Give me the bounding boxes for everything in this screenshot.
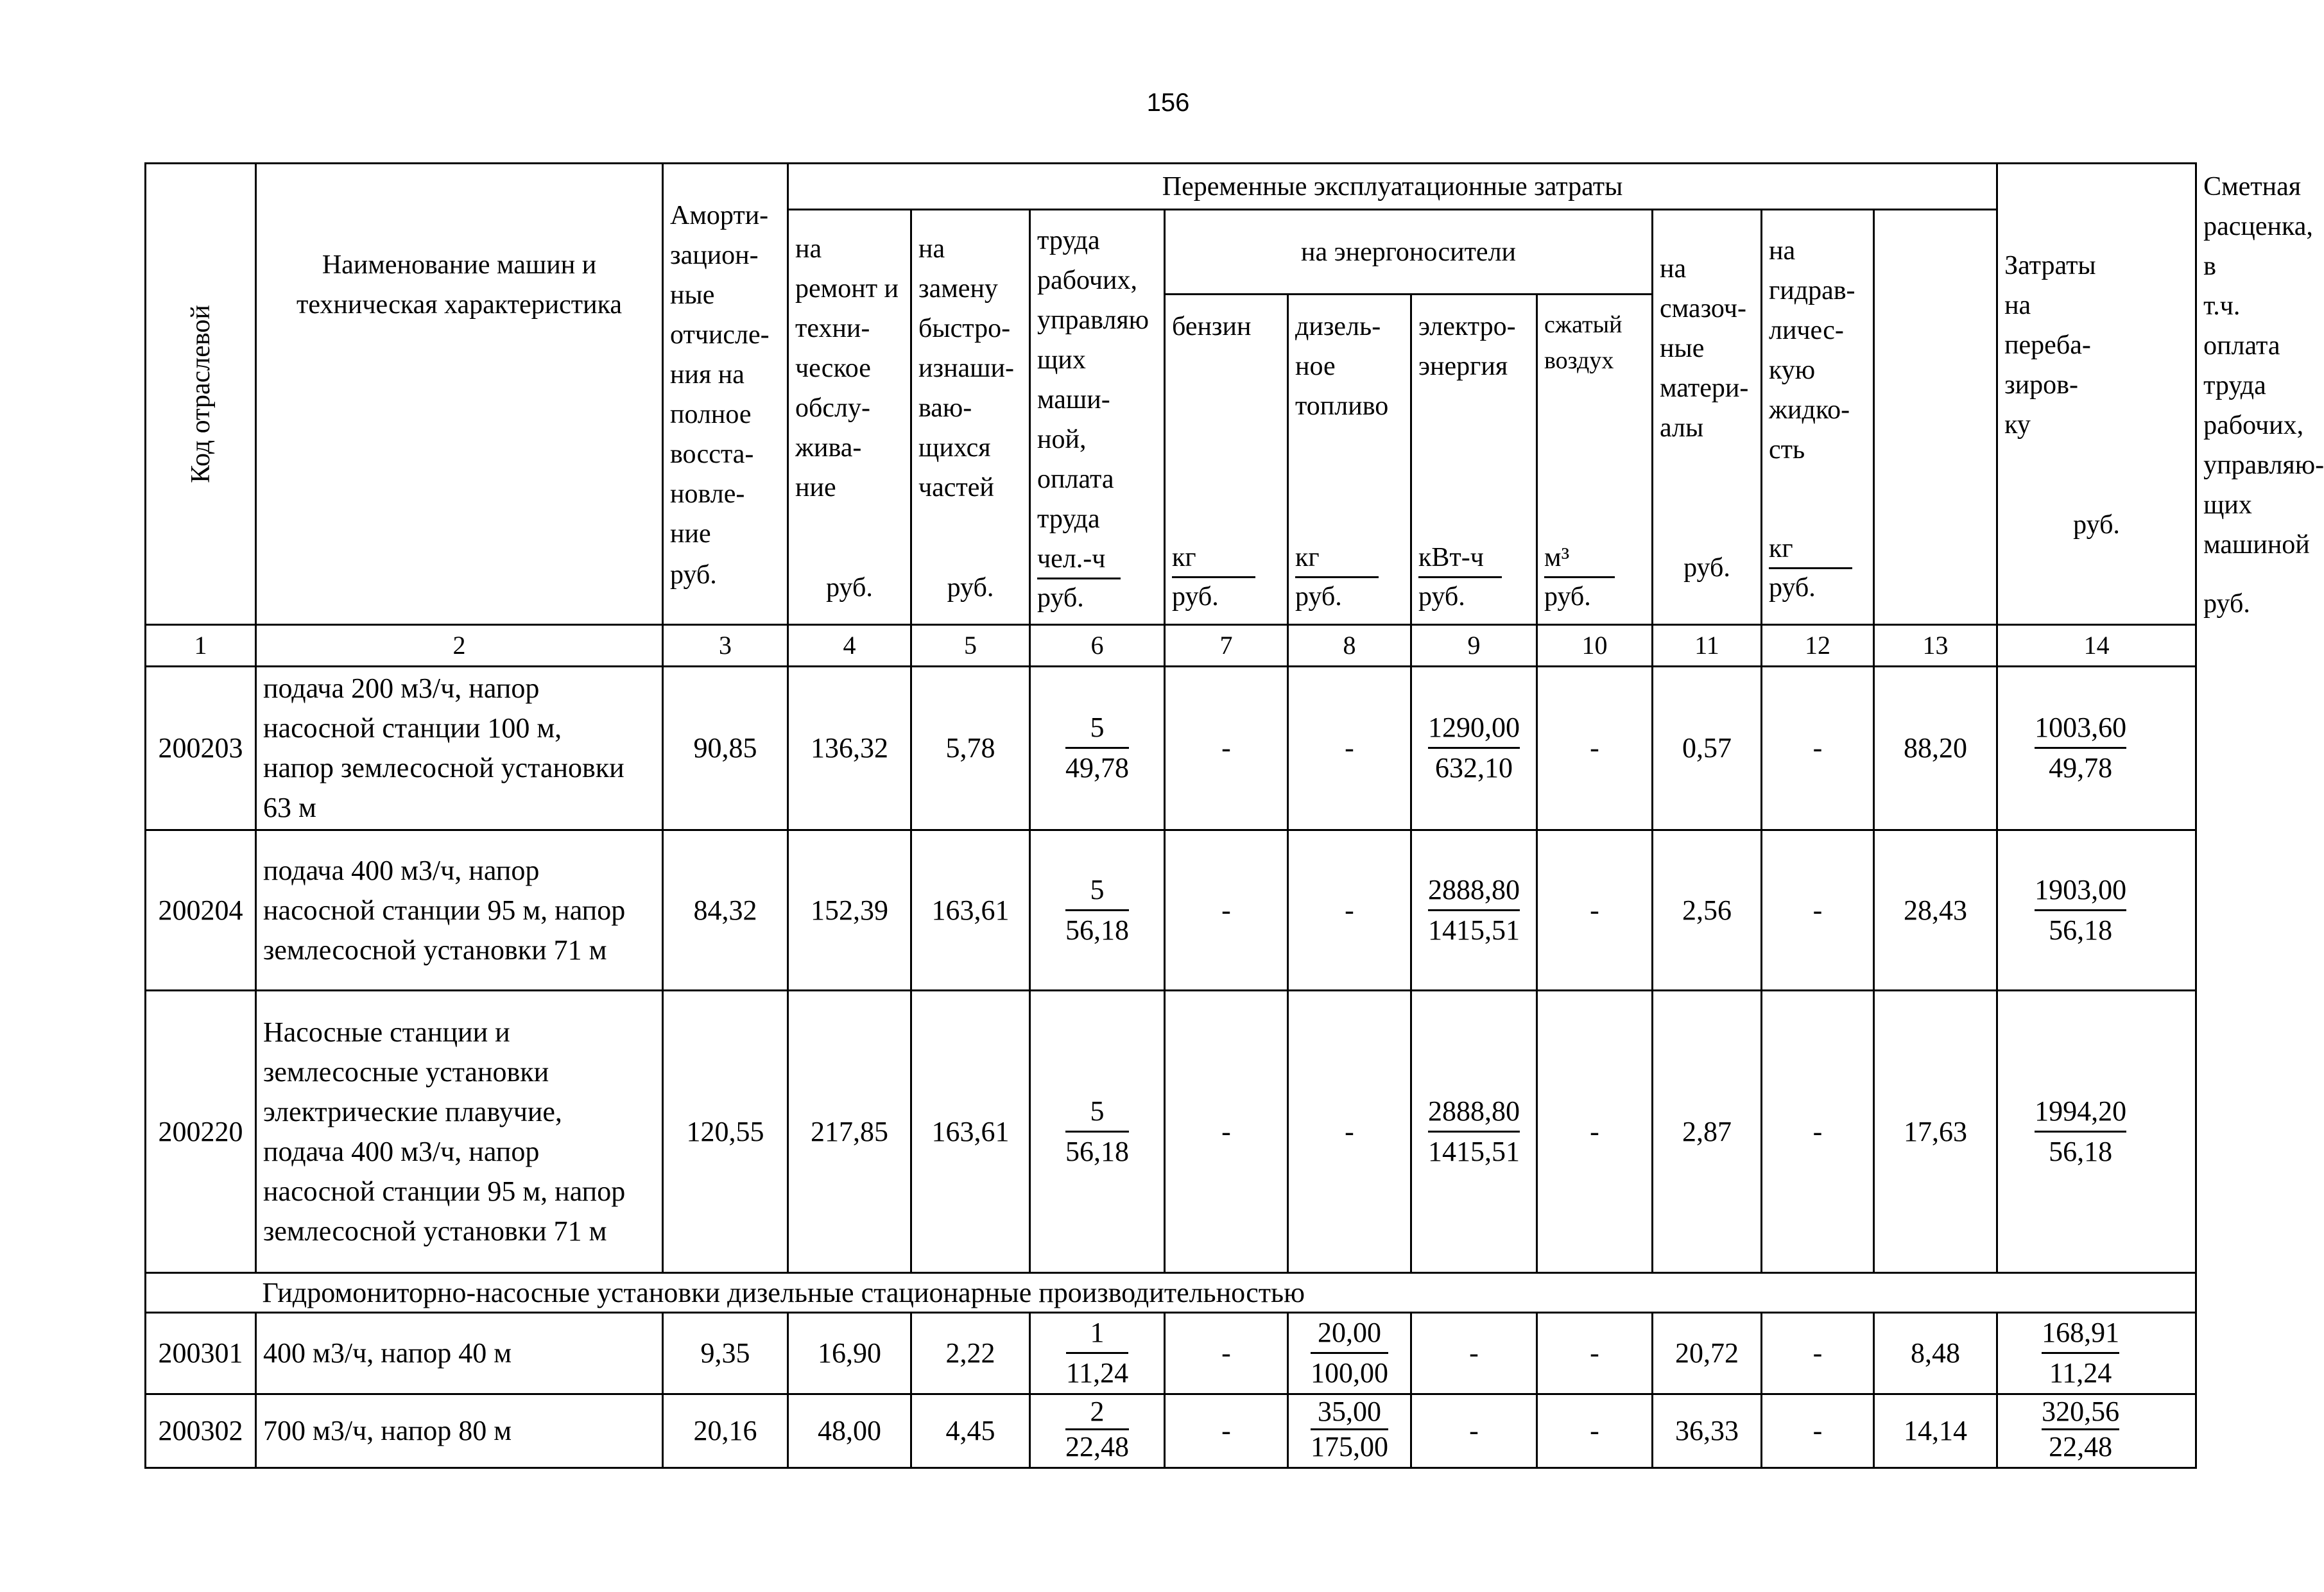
cell-hydraulic: - — [1762, 667, 1874, 830]
column-number: 14 — [1997, 625, 2196, 667]
cell-hydraulic: - — [1762, 1313, 1874, 1394]
cell-diesel: - — [1288, 667, 1411, 830]
cell-repair: 136,32 — [788, 667, 911, 830]
header-petrol: бензин кг руб. — [1165, 295, 1288, 625]
column-number: 11 — [1653, 625, 1762, 667]
cell-lubricants: 2,87 — [1653, 991, 1762, 1273]
column-number: 1 — [146, 625, 256, 667]
cell-code: 200302 — [146, 1394, 256, 1468]
cell-labor: $\frac{5}{56,18}$ — [1030, 830, 1165, 991]
cell-rate: $\frac{168,91}{11,24}$ — [1997, 1313, 2196, 1394]
cell-code: 200203 — [146, 667, 256, 830]
cell-hydraulic: - — [1762, 830, 1874, 991]
cell-rate: $\frac{1994,20}{56,18}$ — [1997, 991, 2196, 1273]
cell-replace: 163,61 — [911, 991, 1030, 1273]
table-row — [146, 830, 2196, 991]
column-number: 12 — [1762, 625, 1874, 667]
cell-labor: $\frac{5}{49,78}$ — [1030, 667, 1165, 830]
cell-name: подача 400 м3/ч, напор насосной станции 95 м, напор землесосной установки 71 м — [256, 830, 663, 991]
header-hydraulic: на гидрав- личес- кую жидко- сть кг руб. — [1762, 210, 1874, 625]
cell-repair: 48,00 — [788, 1394, 911, 1468]
group-heading-row — [146, 1273, 2196, 1313]
header-repair: на ремонт и техни- ческое обслу- жива- ние руб. — [788, 210, 911, 625]
cell-air: - — [1537, 830, 1653, 991]
cell-labor: $\frac{1}{11,24}$ — [1030, 1313, 1165, 1394]
cell-lubricants: 0,57 — [1653, 667, 1762, 830]
cell-electric: $\frac{2888,80}{1415,51}$ — [1411, 830, 1537, 991]
machine-cost-table — [144, 162, 2324, 1469]
cell-relocation: 8,48 — [1874, 1313, 1997, 1394]
cell-petrol: - — [1165, 1394, 1288, 1468]
cell-replace: 5,78 — [911, 667, 1030, 830]
table-row — [146, 1394, 2196, 1468]
cell-rate: $\frac{1003,60}{49,78}$ — [1997, 667, 2196, 830]
cell-electric: $\frac{1290,00}{632,10}$ — [1411, 667, 1537, 830]
cell-electric: $\frac{2888,80}{1415,51}$ — [1411, 991, 1537, 1273]
column-number: 8 — [1288, 625, 1411, 667]
table-row — [146, 1313, 2196, 1394]
table-header: Код отраслевой Наименование машин и техническая характеристика Аморти- зацион- ные отчисле- ния на полное восста- новле- ние руб. Переменные эксплуатационные затраты Затраты на переба- зиров- ку руб. Сметная расценка, в т.ч. оплата труда рабочих, управляю- щих машиной руб. на ремонт и техни- ческое обслу- жива- ние руб. на замену быстро- изнаши- ваю- щихся частей руб. труда рабочих, управляю щих маши- ной, оплата труда чел.-ч руб. на энергоносители на смазоч- ные матери- алы руб. на гидрав- личес- кую жидко- сть кг руб. бензин кг руб. дизель- ное топливо кг руб. электро- энергия кВт-ч руб. сжатый воздух м³ руб. 1 2 3 4 5 6 7 8 9 10 11 12 13 14 — [146, 164, 2196, 667]
cell-repair: 16,90 — [788, 1313, 911, 1394]
cell-relocation: 88,20 — [1874, 667, 1997, 830]
table-body — [146, 667, 2196, 1468]
cell-air: - — [1537, 991, 1653, 1273]
header-name: Наименование машин и техническая характеристика — [256, 164, 663, 625]
cell-name: Насосные станции и землесосные установки электрические плавучие, подача 400 м3/ч, напор насосной станции 95 м, напор землесосной установки 71 м — [256, 991, 663, 1273]
table-row — [146, 991, 2196, 1273]
cell-lubricants: 2,56 — [1653, 830, 1762, 991]
cell-diesel: - — [1288, 830, 1411, 991]
cell-petrol: - — [1165, 667, 1288, 830]
cell-hydraulic: - — [1762, 1394, 1874, 1468]
cell-relocation: 14,14 — [1874, 1394, 1997, 1468]
cell-name: 700 м3/ч, напор 80 м — [256, 1394, 663, 1468]
page-number: 156 — [1146, 89, 1190, 117]
cell-replace: 4,45 — [911, 1394, 1030, 1468]
header-energy: на энергоносители — [1165, 210, 1653, 295]
table-row — [146, 667, 2196, 830]
header-relocation: Затраты на переба- зиров- ку руб. — [1997, 164, 2196, 625]
cell-name: 400 м3/ч, напор 40 м — [256, 1313, 663, 1394]
cell-repair: 152,39 — [788, 830, 911, 991]
header-code-label: Код отраслевой — [185, 305, 216, 483]
cell-petrol: - — [1165, 991, 1288, 1273]
cell-rate: $\frac{320,56}{22,48}$ — [1997, 1394, 2196, 1468]
header-lubricants: на смазоч- ные матери- алы руб. — [1653, 210, 1762, 625]
cell-repair: 217,85 — [788, 991, 911, 1273]
header-labor: труда рабочих, управляю щих маши- ной, оплата труда чел.-ч руб. — [1030, 210, 1165, 625]
cell-replace: 163,61 — [911, 830, 1030, 991]
cell-relocation: 17,63 — [1874, 991, 1997, 1273]
cell-electric: - — [1411, 1313, 1537, 1394]
header-compressed-air: сжатый воздух м³ руб. — [1537, 295, 1653, 625]
header-electric: электро- энергия кВт-ч руб. — [1411, 295, 1537, 625]
header-code — [146, 164, 256, 625]
column-number: 9 — [1411, 625, 1537, 667]
header-variable-costs: Переменные эксплуатационные затраты — [788, 164, 1997, 210]
cell-petrol: - — [1165, 1313, 1288, 1394]
cell-labor: $\frac{5}{56,18}$ — [1030, 991, 1165, 1273]
cell-lubricants: 20,72 — [1653, 1313, 1762, 1394]
column-number: 3 — [663, 625, 788, 667]
group-heading-spacer — [146, 1273, 256, 1313]
column-number: 6 — [1030, 625, 1165, 667]
cell-diesel: - — [1288, 991, 1411, 1273]
column-number-row — [146, 625, 2196, 667]
column-number: 4 — [788, 625, 911, 667]
cell-electric: - — [1411, 1394, 1537, 1468]
header-amortization: Аморти- зацион- ные отчисле- ния на полное восста- новле- ние руб. — [663, 164, 788, 625]
cell-code: 200204 — [146, 830, 256, 991]
column-number: 7 — [1165, 625, 1288, 667]
column-number: 13 — [1874, 625, 1997, 667]
cell-amortization: 90,85 — [663, 667, 788, 830]
cell-code: 200220 — [146, 991, 256, 1273]
cell-lubricants: 36,33 — [1653, 1394, 1762, 1468]
cell-air: - — [1537, 1394, 1653, 1468]
column-number: 2 — [256, 625, 663, 667]
column-number: 10 — [1537, 625, 1653, 667]
cell-diesel: $\frac{35,00}{175,00}$ — [1288, 1394, 1411, 1468]
cell-amortization: 84,32 — [663, 830, 788, 991]
cell-name: подача 200 м3/ч, напор насосной станции 100 м, напор землесосной установки 63 м — [256, 667, 663, 830]
cell-petrol: - — [1165, 830, 1288, 991]
header-replace: на замену быстро- изнаши- ваю- щихся частей руб. — [911, 210, 1030, 625]
column-number: 5 — [911, 625, 1030, 667]
cell-relocation: 28,43 — [1874, 830, 1997, 991]
cell-air: - — [1537, 667, 1653, 830]
cell-air: - — [1537, 1313, 1653, 1394]
header-diesel: дизель- ное топливо кг руб. — [1288, 295, 1411, 625]
cell-labor: $\frac{2}{22,48}$ — [1030, 1394, 1165, 1468]
cell-amortization: 20,16 — [663, 1394, 788, 1468]
cell-amortization: 120,55 — [663, 991, 788, 1273]
cell-diesel: $\frac{20,00}{100,00}$ — [1288, 1313, 1411, 1394]
cell-replace: 2,22 — [911, 1313, 1030, 1394]
cell-rate: $\frac{1903,00}{56,18}$ — [1997, 830, 2196, 991]
cell-amortization: 9,35 — [663, 1313, 788, 1394]
group-heading: Гидромониторно-насосные установки дизельные стационарные производительностью — [256, 1273, 2196, 1313]
cell-hydraulic: - — [1762, 991, 1874, 1273]
cell-code: 200301 — [146, 1313, 256, 1394]
